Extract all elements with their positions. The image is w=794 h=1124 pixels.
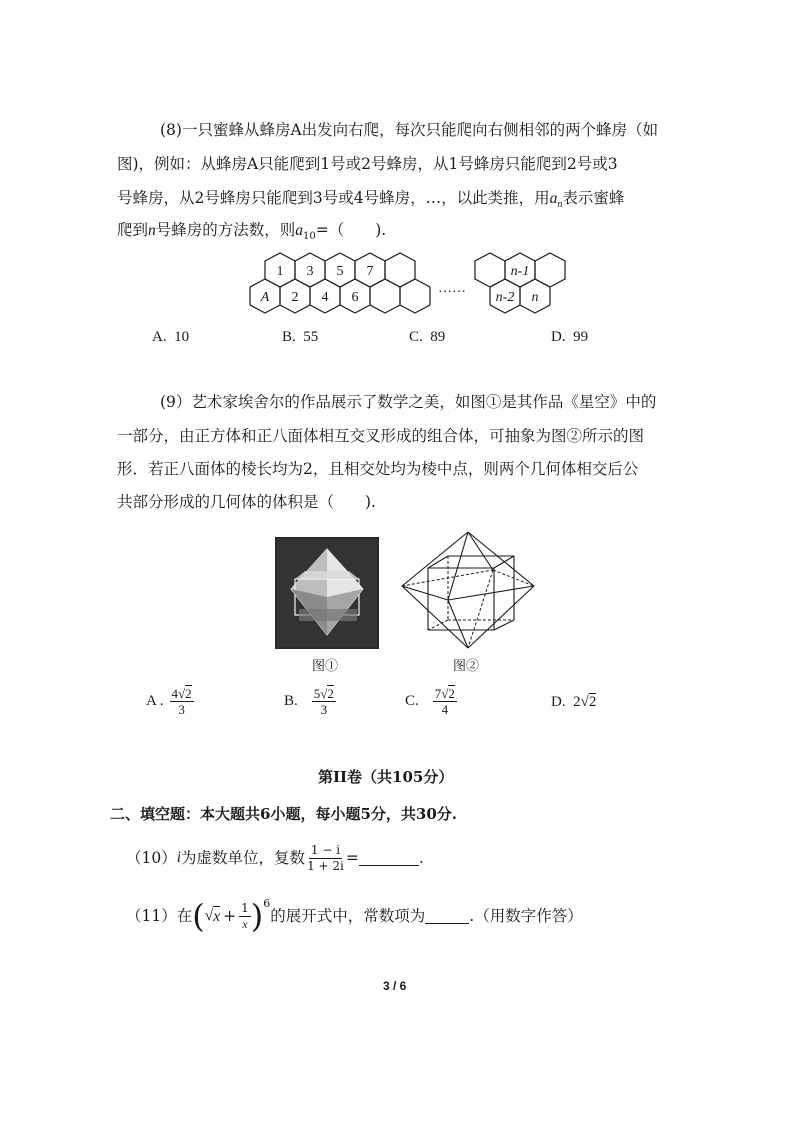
a-n-var: a	[549, 190, 558, 207]
q8-line-2: 图)，例如：从蜂房A只能爬到1号或2号蜂房，从1号蜂房只能爬到2号或3	[117, 155, 618, 173]
option-letter: D.	[551, 694, 566, 710]
option-letter: C.	[405, 693, 419, 709]
q8-line-4	[117, 220, 386, 247]
q11-prefix: （11）在	[126, 907, 193, 925]
sqrt-sign: √	[204, 907, 214, 924]
hex-label-5: 5	[336, 264, 344, 279]
frac-radicand: 2	[185, 686, 192, 701]
q9-line-3: 形．若正八面体的棱长均为2，且相交处均为棱中点，则两个几何体相交后公	[117, 460, 639, 478]
a10-sub: 10	[303, 231, 316, 243]
hex-label-2: 2	[291, 290, 299, 305]
q10-num: 1 − i	[310, 842, 341, 857]
q8-line-4-a: 爬到	[117, 221, 149, 239]
option-letter: A.	[152, 329, 167, 345]
option-letter: D.	[551, 329, 566, 345]
hex-label-3: 3	[306, 264, 314, 279]
q8-option-b	[282, 329, 318, 346]
hex-label-A: A	[260, 290, 270, 305]
option-fraction: $\frac{7√2}{4}$	[434, 686, 455, 717]
hex-bot-10	[400, 279, 430, 313]
q9-option-c	[405, 686, 457, 717]
q8-line-3-text: 号蜂房，从2号蜂房只能爬到3号或4号蜂房，…，以此类推，用	[117, 189, 550, 207]
a10-var: a	[295, 222, 304, 239]
starry-sky-photo	[275, 537, 379, 649]
hex-label-n-1: n-1	[510, 264, 530, 279]
q11-exponent: 6	[263, 897, 271, 910]
hex-label-1: 1	[276, 264, 284, 279]
q8-option-a	[152, 329, 189, 346]
option-letter: A .	[146, 693, 164, 709]
frac-den: 4	[441, 702, 449, 717]
q10-prefix: （10）	[126, 849, 177, 867]
q9-option-b	[284, 686, 336, 717]
right-paren: )	[250, 897, 264, 935]
option-letter: B.	[284, 693, 298, 709]
cube-octahedron-diagram	[398, 530, 538, 650]
q10-den: 1 + 2i	[307, 858, 344, 873]
q10-fraction	[307, 843, 344, 874]
q11-end: .（用数字作答）	[469, 907, 583, 925]
frac-radicand: 2	[327, 686, 334, 701]
q11-frac-num: 1	[241, 900, 249, 915]
q11-frac-den: x	[242, 916, 248, 931]
frac-den: 3	[178, 702, 185, 717]
option-value: 99	[573, 329, 589, 345]
option-letter: B.	[282, 329, 296, 345]
q10-answer-blank[interactable]	[359, 851, 419, 866]
q11-plus: +	[223, 907, 237, 925]
n-var: n	[148, 222, 156, 239]
frac-coef: 4	[171, 686, 179, 701]
q9-option-a	[146, 686, 194, 717]
option-value: 89	[430, 329, 446, 345]
option-fraction: $\frac{4√2}{3}$	[171, 686, 192, 717]
option-value: 55	[303, 329, 319, 345]
left-paren: (	[192, 897, 205, 935]
q11-answer-blank[interactable]	[425, 909, 469, 924]
a-n-sub: n	[557, 199, 563, 211]
option-coef: 2	[573, 694, 581, 710]
q8-option-c	[409, 329, 445, 346]
option-letter: C.	[409, 329, 423, 345]
fig1-caption: 图①	[312, 659, 339, 674]
q8-line-4-b: 号蜂房的方法数，则	[155, 221, 296, 239]
q9-line-2: 一部分，由正方体和正八面体相互交叉形成的组合体，可抽象为图②所示的图	[117, 427, 645, 445]
frac-den: 3	[320, 702, 328, 717]
q9-line-1: (9）艺术家埃舍尔的作品展示了数学之美，如图①是其作品《星空》中的	[160, 393, 657, 411]
hex-label-6: 6	[351, 290, 359, 305]
q8-line-3	[117, 188, 624, 215]
frac-coef: 5	[313, 686, 321, 701]
option-value: 10	[174, 329, 190, 345]
hex-bot-8	[370, 279, 400, 313]
q11-x: x	[213, 907, 221, 925]
q9-line-4: 共部分形成的几何体的体积是（ ).	[117, 493, 376, 511]
q8-line-3-end: 表示蜜蜂	[562, 189, 625, 207]
i-var: i	[176, 849, 182, 866]
hex-label-7: 7	[366, 264, 374, 279]
hex-label-4: 4	[321, 290, 329, 305]
frac-radicand: 2	[448, 686, 455, 701]
option-fraction: $\frac{5√2}{3}$	[313, 686, 334, 717]
section-title: 第II卷（共105分）	[318, 768, 454, 786]
q10-text: 为虚数单位，复数	[181, 849, 306, 867]
section-heading: 二、填空题：本大题共6小题，每小题5分，共30分.	[110, 805, 457, 823]
honeycomb-figure	[240, 250, 580, 330]
q10-eq: =	[345, 849, 359, 867]
hex-dots: ……	[438, 281, 466, 296]
q9-option-d: D. 2√2	[551, 694, 597, 710]
hex-label-n-2: n-2	[495, 290, 515, 305]
q8-line-1: (8)一只蜜蜂从蜂房A出发向右爬，每次只能爬向右侧相邻的两个蜂房（如	[160, 121, 659, 139]
q10-end: .	[418, 849, 424, 867]
option-radicand: 2	[588, 694, 597, 710]
frac-coef: 7	[434, 686, 442, 701]
q8-option-d	[551, 329, 588, 346]
page-number: 3 / 6	[383, 979, 407, 993]
hex-label-n: n	[531, 290, 539, 305]
q11-fraction	[239, 901, 251, 932]
q11-text: 的展开式中，常数项为	[270, 907, 426, 925]
q11-line	[126, 891, 583, 941]
q10-line	[126, 838, 424, 878]
fig2-caption: 图②	[453, 659, 480, 674]
q8-line-4-c: =（ ).	[315, 221, 387, 239]
